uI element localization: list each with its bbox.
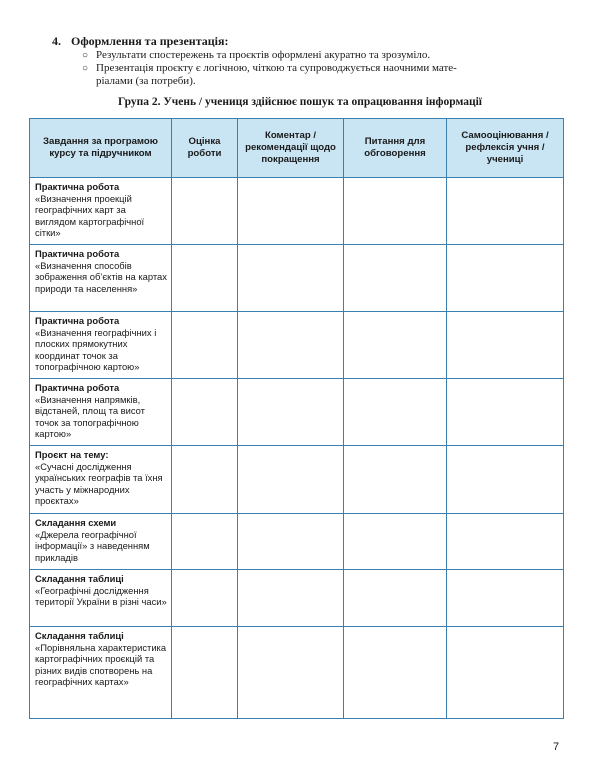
- task-description: «Визначення способів зображення об’єктів на картах природи та населення»: [35, 259, 167, 294]
- column-header-self-assessment: Самооцінювання / рефлексія учня / учениці: [447, 119, 564, 178]
- task-type: Складання таблиці: [35, 630, 124, 641]
- questions-cell[interactable]: [344, 312, 447, 379]
- table-row: [30, 379, 564, 446]
- grade-cell[interactable]: [172, 245, 238, 312]
- comment-cell[interactable]: [238, 379, 344, 446]
- section-heading: [52, 34, 572, 49]
- grade-cell[interactable]: [172, 312, 238, 379]
- task-description: «Визначення географічних і плоских прямокутних координат точок за топографічною картою»: [35, 326, 157, 373]
- assessment-table: [29, 118, 564, 719]
- section-title: Оформлення та презентація:: [71, 34, 229, 48]
- column-header-task: Завдання за програмою курсу та підручником: [30, 119, 172, 178]
- self-assessment-cell[interactable]: [447, 312, 564, 379]
- table-row: [30, 312, 564, 379]
- table-row: [30, 627, 564, 719]
- self-assessment-cell[interactable]: [447, 627, 564, 719]
- questions-cell[interactable]: [344, 245, 447, 312]
- grade-cell[interactable]: [172, 570, 238, 627]
- bullet-circle-icon: ○: [82, 50, 89, 61]
- comment-cell[interactable]: [238, 178, 344, 245]
- list-item-text: Результати спостережень та проєктів оформлені акуратно та зрозуміло.: [96, 49, 431, 61]
- questions-cell[interactable]: [344, 178, 447, 245]
- task-type: Складання схеми: [35, 517, 117, 528]
- self-assessment-cell[interactable]: [447, 570, 564, 627]
- grade-cell[interactable]: [172, 178, 238, 245]
- task-cell: [30, 379, 172, 446]
- table-header-row: [30, 119, 564, 178]
- table-row: [30, 514, 564, 570]
- task-cell: [30, 514, 172, 570]
- table-row: [30, 178, 564, 245]
- table-row: [30, 570, 564, 627]
- task-cell: [30, 178, 172, 245]
- task-cell: [30, 312, 172, 379]
- column-header-comment: Коментар / рекомендації щодо покращення: [238, 119, 344, 178]
- list-item: [82, 62, 572, 88]
- grade-cell[interactable]: [172, 514, 238, 570]
- task-description: «Сучасні дослідження українських географів та їхня участь у міжнародних проєктах»: [35, 460, 163, 507]
- self-assessment-cell[interactable]: [447, 245, 564, 312]
- group-title: Група 2. Учень / учениця здійснює пошук та опрацювання інформації: [117, 96, 482, 108]
- section-number: 4.: [52, 34, 61, 48]
- task-type: Складання таблиці: [35, 573, 124, 584]
- column-header-grade: Оцінка роботи: [172, 119, 238, 178]
- task-type: Проєкт на тему:: [35, 449, 109, 460]
- questions-cell[interactable]: [344, 514, 447, 570]
- grade-cell[interactable]: [172, 627, 238, 719]
- comment-cell[interactable]: [238, 245, 344, 312]
- list-item-text: Презентація проєкту є логічною, чіткою та супроводжується наочними мате- ріалами (за потреби).: [96, 62, 457, 87]
- column-header-questions: Питання для обговорення: [344, 119, 447, 178]
- task-description: «Визначення напрямків, відстаней, площ та висот точок за топографічною картою»: [35, 393, 145, 440]
- task-cell: [30, 245, 172, 312]
- bullet-circle-icon: ○: [82, 63, 89, 74]
- table-row: [30, 245, 564, 312]
- table-row: [30, 446, 564, 514]
- task-cell: [30, 627, 172, 719]
- self-assessment-cell[interactable]: [447, 178, 564, 245]
- comment-cell[interactable]: [238, 446, 344, 514]
- task-description: «Джерела географічної інформації» з наведенням прикладів: [35, 528, 150, 563]
- questions-cell[interactable]: [344, 627, 447, 719]
- self-assessment-cell[interactable]: [447, 446, 564, 514]
- grade-cell[interactable]: [172, 446, 238, 514]
- comment-cell[interactable]: [238, 627, 344, 719]
- questions-cell[interactable]: [344, 446, 447, 514]
- page-number: 7: [553, 741, 560, 753]
- comment-cell[interactable]: [238, 570, 344, 627]
- task-description: «Визначення проекцій географічних карт за виглядом картографічної сітки»: [35, 192, 145, 239]
- task-description: «Порівняльна характеристика картографічних проєкцій та різних видів спотворень на географічних картах»: [35, 641, 167, 688]
- task-type: Практична робота: [35, 248, 120, 259]
- task-type: Практична робота: [35, 382, 120, 393]
- grade-cell[interactable]: [172, 379, 238, 446]
- comment-cell[interactable]: [238, 312, 344, 379]
- task-cell: [30, 446, 172, 514]
- task-type: Практична робота: [35, 315, 120, 326]
- comment-cell[interactable]: [238, 514, 344, 570]
- criteria-list: [52, 49, 572, 88]
- self-assessment-cell[interactable]: [447, 514, 564, 570]
- questions-cell[interactable]: [344, 379, 447, 446]
- section-presentation: [52, 34, 572, 88]
- task-description: «Географічні дослідження території України в різні часи»: [35, 584, 167, 608]
- task-cell: [30, 570, 172, 627]
- questions-cell[interactable]: [344, 570, 447, 627]
- task-type: Практична робота: [35, 181, 120, 192]
- self-assessment-cell[interactable]: [447, 379, 564, 446]
- list-item: [82, 49, 572, 62]
